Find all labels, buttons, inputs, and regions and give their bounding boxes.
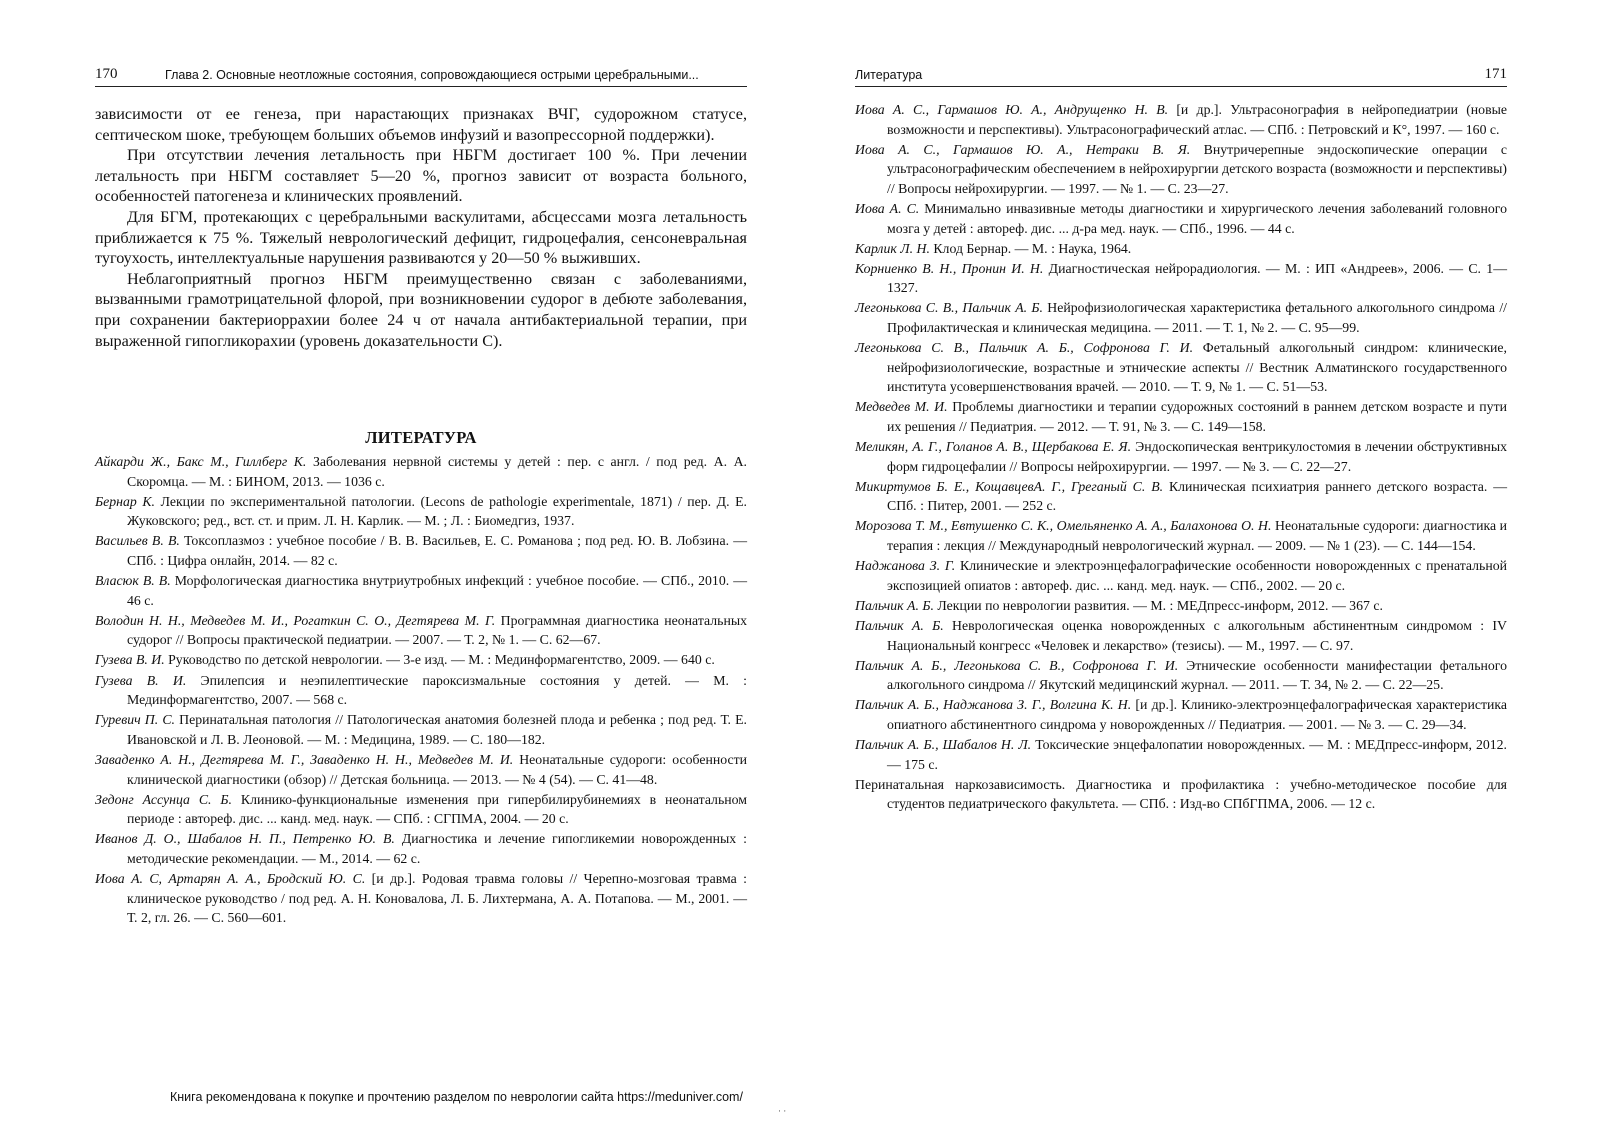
reference-authors: Меликян, А. Г., Голанов А. В., Щербакова Е. Я. bbox=[855, 439, 1132, 455]
reference-authors: Легонькова С. В., Пальчик А. Б., Софронова Г. И. bbox=[855, 340, 1194, 356]
reference-entry bbox=[855, 338, 1507, 397]
reference-authors: Гузева В. И. bbox=[95, 652, 165, 668]
reference-authors: Зедонг Ассунца С. Б. bbox=[95, 791, 232, 807]
reference-text: [и др.]. Клинико-электроэнцефалографическая характеристика опиатного абстинентного синдрома у новорожденных // Педиатрия. — 2001. — № 3. — С. 29—34. bbox=[887, 697, 1507, 732]
reference-entry bbox=[855, 516, 1507, 555]
left-page bbox=[95, 0, 747, 1090]
page-header bbox=[855, 66, 1507, 87]
reference-entry bbox=[855, 259, 1507, 298]
reference-authors: Легонькова С. В., Пальчик А. Б. bbox=[855, 300, 1043, 316]
paragraph: Для БГМ, протекающих с церебральными васкулитами, абсцессами мозга летальность приближается к 75 %. Тяжелый неврологический дефицит, гидроцефалия, сенсоневральная тугоухость, интеллектуальные нарушения развиваются у 20—50 % выживших. bbox=[95, 207, 747, 268]
reference-authors: Наджанова З. Г. bbox=[855, 558, 956, 574]
reference-text: Клинико-функциональные изменения при гипербилирубинемиях в неонатальном периоде : автореф. дис. ... канд. мед. наук. — СПб. : СГПМА, 2004. — 20 с. bbox=[127, 791, 747, 827]
reference-entry bbox=[855, 775, 1507, 814]
reference-text: [и др.]. Ультрасонография в нейропедиатрии (новые возможности и перспективы). Ультрасонографический атлас. — СПб. : Петровский и К°, 1997. — 160 с. bbox=[887, 102, 1507, 137]
reference-text: Лекции по экспериментальной патологии. (Lecons de pathologie experimentale, 1871) / пер. Д. Е. Жуковского; ред., вст. ст. и прим. Л. Н. Карлик. — М. ; Л. : Биомедгиз, 1937. bbox=[127, 493, 747, 529]
page-number: 171 bbox=[1484, 66, 1507, 82]
reference-authors: Иова А. С., Гармашов Ю. А., Андрущенко Н. В. bbox=[855, 102, 1169, 117]
reference-entry bbox=[95, 829, 747, 868]
reference-entry bbox=[855, 140, 1507, 199]
reference-authors: Пальчик А. Б. bbox=[855, 597, 934, 613]
reference-text: Неврологическая оценка новорожденных с алкогольным абстинентным синдромом : IV Национальный конгресс «Человек и лекарство» (тезисы). — М., 1997. — С. 97. bbox=[887, 617, 1507, 653]
paragraph: зависимости от ее генеза, при нарастающих признаках ВЧГ, судорожном статусе, септическом шоке, требующем больших объемов инфузий и вазопрессорной поддержки). bbox=[95, 105, 747, 144]
reference-text: Токсические энцефалопатии новорожденных. — М. : МЕДпресс-информ, 2012. — 175 с. bbox=[887, 737, 1507, 772]
reference-text: Клод Бернар. — М. : Наука, 1964. bbox=[929, 240, 1132, 256]
reference-entry bbox=[95, 650, 747, 670]
reference-entry bbox=[855, 298, 1507, 337]
reference-entry bbox=[855, 100, 1507, 139]
reference-text: Клиническая психиатрия раннего детского возраста. — СПб. : Питер, 2001. — 252 с. bbox=[887, 478, 1507, 514]
reference-entry bbox=[95, 492, 747, 531]
page-mark: · · bbox=[778, 1106, 787, 1116]
running-head: Литература bbox=[855, 68, 923, 82]
reference-entry bbox=[95, 790, 747, 829]
reference-entry bbox=[95, 571, 747, 610]
reference-text: Фетальный алкогольный синдром: клинические, нейрофизиологические, возрастные и этнические аспекты // Вестник Алматинского государственного института усовершенствования врачей. — 2010. — Т. 9, № 1. — С. 51—53. bbox=[887, 340, 1507, 395]
reference-authors: Пальчик А. Б., Наджанова З. Г., Волгина К. Н. bbox=[855, 697, 1132, 713]
reference-list bbox=[95, 452, 747, 928]
reference-authors: Заваденко А. Н., Дегтярева М. Г., Заваденко Н. Н., Медведев М. И. bbox=[95, 751, 514, 767]
page-number: 170 bbox=[95, 66, 118, 82]
reference-text: Неонатальные судороги: диагностика и терапия : лекция // Международный неврологический журнал. — 2009. — № 1 (23). — С. 144—154. bbox=[887, 518, 1507, 554]
reference-entry bbox=[855, 556, 1507, 595]
footer-note: Книга рекомендована к покупке и прочтению разделом по неврологии сайта https://meduniver.com/ bbox=[170, 1090, 743, 1104]
reference-authors: Карлик Л. Н. bbox=[855, 240, 930, 256]
reference-text: [и др.]. Родовая травма головы // Черепно-мозговая травма : клиническое руководство / под ред. А. Н. Коновалова, Л. Б. Лихтермана, А. А. Потапова. — М., 2001. — Т. 2, гл. 26. — С. 560—601. bbox=[127, 870, 747, 926]
reference-text: Эндоскопическая вентрикулостомия в лечении обструктивных форм гидроцефалии // Вопросы нейрохирургии. — 1997. — № 3. — С. 22—27. bbox=[887, 439, 1507, 474]
right-page bbox=[855, 0, 1507, 1090]
reference-authors: Микиртумов Б. Е., КощавцевА. Г., Греганый С. В. bbox=[855, 478, 1164, 494]
reference-authors: Гузева В. И. bbox=[95, 672, 187, 688]
reference-text: Этнические особенности манифестации фетального алкогольного синдрома // Якутский медицинский журнал. — 2011. — Т. 34, № 2. — С. 22—25. bbox=[887, 657, 1507, 693]
reference-entry bbox=[855, 397, 1507, 436]
reference-authors: Пальчик А. Б. bbox=[855, 617, 944, 633]
reference-text: Морфологическая диагностика внутриутробных инфекций : учебное пособие. — СПб., 2010. — 46 с. bbox=[127, 573, 748, 608]
reference-authors: Власюк В. В. bbox=[95, 573, 171, 589]
reference-authors: Бернар К. bbox=[95, 493, 155, 509]
reference-authors: Пальчик А. Б., Легонькова С. В., Софронова Г. И. bbox=[855, 657, 1179, 673]
reference-authors: Володин Н. Н., Медведев М. И., Рогаткин С. О., Дегтярева М. Г. bbox=[95, 612, 496, 628]
reference-entry bbox=[855, 656, 1507, 695]
reference-entry bbox=[95, 452, 747, 491]
reference-text: Программная диагностика неонатальных судорог // Вопросы практической педиатрии. — 2007. — Т. 2, № 1. — С. 62—67. bbox=[127, 612, 747, 648]
reference-authors: Айкарди Ж., Бакс М., Гиллберг К. bbox=[95, 454, 307, 469]
reference-entry bbox=[855, 239, 1507, 259]
reference-authors: Иова А. С., Гармашов Ю. А., Нетраки В. Я. bbox=[855, 141, 1191, 157]
reference-text: Лекции по неврологии развития. — М. : МЕДпресс-информ, 2012. — 367 с. bbox=[933, 597, 1383, 613]
reference-text: Эпилепсия и неэпилептические пароксизмальные состояния у детей. — М. : Мединформагентство, 2007. — 568 с. bbox=[127, 672, 748, 708]
reference-list bbox=[855, 100, 1507, 814]
reference-entry bbox=[95, 531, 747, 570]
reference-text: Заболевания нервной системы у детей : пер. с англ. / под ред. А. А. Скоромца. — М. : БИНОМ, 2013. — 1036 с. bbox=[127, 454, 747, 489]
reference-text: Перинатальная патология // Патологическая анатомия болезней плода и ребенка ; под ред. Т. Е. Ивановской и Л. В. Леоновой. — М. : Медицина, 1989. — С. 180—182. bbox=[127, 712, 747, 747]
body-text bbox=[95, 104, 747, 351]
reference-authors: Иванов Д. О., Шабалов Н. П., Петренко Ю. В. bbox=[95, 831, 395, 847]
reference-entry bbox=[95, 671, 747, 710]
reference-entry bbox=[855, 735, 1507, 774]
paragraph: Неблагоприятный прогноз НБГМ преимущественно связан с заболеваниями, вызванными грамотрицательной флорой, при возникновении судорог в дебюте заболевания, при сохранении бактериоррахии более 24 ч от начала антибактериальной терапии, при выраженной гипогликорахии (уровень доказательности С). bbox=[95, 269, 747, 350]
reference-entry bbox=[95, 750, 747, 789]
reference-text: Минимально инвазивные методы диагностики и хирургического лечения заболеваний головного мозга у детей : автореф. дис. ... д-ра мед. наук. — СПб., 1996. — 44 с. bbox=[887, 200, 1507, 236]
reference-text: Неонатальные судороги: особенности клинической диагностики (обзор) // Детская больница. — 2013. — № 4 (54). — С. 41—48. bbox=[127, 751, 747, 787]
reference-entry bbox=[95, 869, 747, 928]
paragraph: При отсутствии лечения летальность при НБГМ достигает 100 %. При лечении летальность при НБГМ составляет 5—20 %, прогноз зависит от возраста больного, особенностей патогенеза и клинических проявлений. bbox=[95, 146, 747, 206]
reference-text: Внутричерепные эндоскопические операции с ультрасонографическим обеспечением в нейрохирургии детского возраста (возможности и перспективы) // Вопросы нейрохирургии. — 1997. — № 1. — С. 23—27. bbox=[887, 141, 1507, 196]
reference-authors: Медведев М. И. bbox=[855, 399, 948, 415]
reference-entry bbox=[855, 437, 1507, 476]
reference-text: Нейрофизиологическая характеристика фетального алкогольного синдрома // Профилактическая и клиническая медицина. — 2011. — Т. 1, № 2. — С. 95—99. bbox=[887, 300, 1508, 336]
page-header bbox=[95, 66, 747, 87]
reference-entry bbox=[855, 695, 1507, 734]
running-head: Глава 2. Основные неотложные состояния, сопровождающиеся острыми церебральными... bbox=[165, 68, 699, 82]
reference-entry bbox=[855, 616, 1507, 655]
reference-authors: Морозова Т. М., Евтушенко С. К., Омельяненко А. А., Балахонова О. Н. bbox=[855, 518, 1272, 534]
reference-authors: Иова А. С, Артарян А. А., Бродский Ю. С. bbox=[95, 870, 366, 886]
reference-entry bbox=[95, 710, 747, 749]
reference-entry bbox=[855, 596, 1507, 616]
reference-text: Перинатальная наркозависимость. Диагностика и профилактика : учебно-методическое пособие для студентов педиатрического факультета. — СПб. : Изд-во СПбГПМА, 2006. — 12 с. bbox=[855, 776, 1507, 812]
reference-text: Токсоплазмоз : учебное пособие / В. В. Васильев, Е. С. Романова ; под ред. Ю. В. Лобзина. — СПб. : Цифра онлайн, 2014. — 82 с. bbox=[127, 533, 747, 568]
reference-entry bbox=[855, 477, 1507, 516]
reference-authors: Пальчик А. Б., Шабалов Н. Л. bbox=[855, 737, 1032, 752]
reference-authors: Васильев В. В. bbox=[95, 533, 180, 549]
reference-text: Диагностика и лечение гипогликемии новорожденных : методические рекомендации. — М., 2014. — 62 с. bbox=[127, 831, 747, 866]
reference-authors: Корниенко В. Н., Пронин И. Н. bbox=[855, 260, 1044, 276]
reference-authors: Иова А. С. bbox=[855, 200, 920, 216]
reference-text: Проблемы диагностики и терапии судорожных состояний в раннем детском возрасте и пути их решения // Педиатрия. — 2012. — Т. 91, № 3. — С. 149—158. bbox=[887, 399, 1507, 434]
reference-entry bbox=[95, 611, 747, 650]
reference-entry bbox=[855, 199, 1507, 238]
reference-text: Диагностическая нейрорадиология. — М. : ИП «Андреев», 2006. — С. 1—1327. bbox=[887, 260, 1507, 296]
reference-authors: Гуревич П. С. bbox=[95, 712, 175, 728]
reference-text: Клинические и электроэнцефалографические особенности новорожденных с пренатальной экспозицией опиатов : автореф. дис. ... канд. мед. наук. — СПб., 2002. — 20 с. bbox=[887, 558, 1507, 593]
reference-text: Руководство по детской неврологии. — 3-е изд. — М. : Мединформагентство, 2009. — 640 с. bbox=[164, 652, 715, 668]
literature-heading: ЛИТЕРАТУРА bbox=[365, 428, 477, 447]
